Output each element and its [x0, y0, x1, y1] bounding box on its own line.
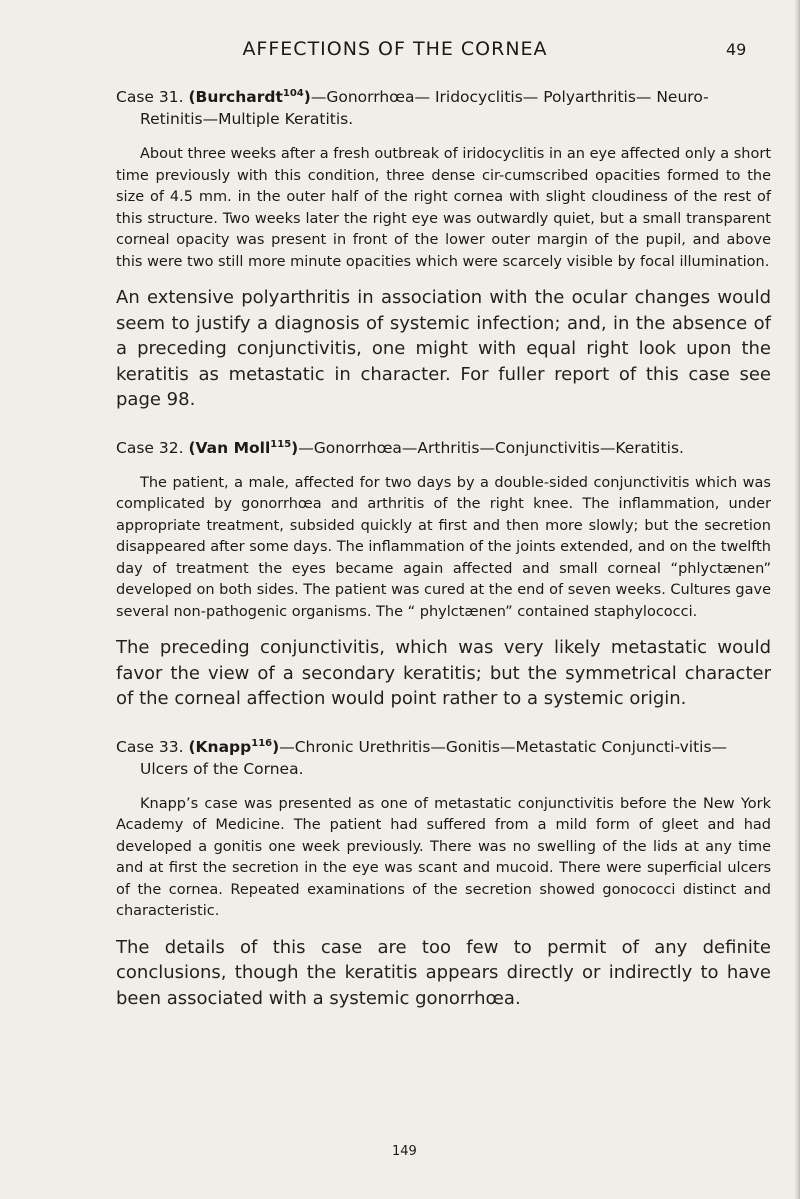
page-edge-shadow: [794, 0, 800, 1199]
case-abstract: The patient, a male, affected for two days by a double-sided conjunctivitis which was complicated by gonorrhœa and arthritis of the right knee. The inflammation, under appropriate treatment, subsided quickly at first and then more slowly; but the secretion disappeared after some days. The inflammation of the joints extended, and on the twelfth day of treatment the eyes became again affected and small corneal “phlyctænen” developed on both sides. The patient was cured at the end of seven weeks. Cultures gave several non-pathogenic organisms. The “ phylctænen” contained staphylococci.: [116, 474, 771, 620]
running-head: AFFECTIONS OF THE CORNEA: [242, 38, 548, 60]
case-label: Case 32.: [116, 438, 184, 457]
case-label: Case 33.: [116, 737, 184, 756]
case-33-section: [116, 736, 771, 1012]
case-commentary: The details of this case are too few to permit of any definite conclusions, though the keratitis appears directly or indirectly to have been associated with a systemic gonorrhœa.: [116, 936, 771, 1009]
footnote-reference: 115: [270, 438, 292, 450]
case-label: Case 31.: [116, 88, 184, 106]
case-title: —Chronic Urethritis—Gonitis—Metastatic Conjuncti-vitis—Ulcers of the Cornea.: [140, 737, 728, 778]
case-commentary: The preceding conjunctivitis, which was very likely metastatic would favor the view of a secondary keratitis; but the symmetrical character of the corneal affection would point rather to a systemic origin.: [116, 637, 771, 709]
case-abstract: About three weeks after a fresh outbreak of iridocyclitis in an eye affected only a short time previously with this condition, three dense cir-cumscribed opacities formed to the size of 4.5 mm. in the outer half of the right cornea with slight cloudiness of the rest of this structure. Two weeks later the right eye was outwardly quiet, but a small transparent corneal opacity was present in front of the lower outer margin of the pupil, and above this were two still more minute opacities which were scarcely visible by focal illumination.: [116, 146, 771, 270]
case-32-section: [116, 437, 771, 712]
case-heading: [116, 86, 771, 130]
footer-number: 149: [392, 1144, 417, 1159]
footnote-reference: 104: [282, 87, 304, 99]
case-abstract: Knapp’s case was presented as one of metastatic conjunctivitis before the New York Academy of Medicine. The patient had suffered from a mild form of gleet and had developed a gonitis one week previously. There was no swelling of the lids at any time and at first the secretion in the eye was scant and mucoid. There were superficial ulcers of the cornea. Repeated examinations of the secretion showed gonococci distinct and characteristic.: [116, 795, 771, 919]
case-author: (Van Moll$^{115}$): [188, 438, 299, 457]
case-title: —Gonorrhœa—Arthritis—Conjunctivitis—Keratitis.: [298, 438, 684, 457]
case-author: (Knapp$^{116}$): [188, 737, 280, 756]
footnote-reference: 116: [251, 737, 273, 749]
case-31-section: [116, 86, 771, 413]
page-content: [116, 86, 771, 1035]
page-number: 49: [726, 40, 747, 59]
case-heading: [116, 437, 771, 459]
case-title: —Gonorrhœa— Iridocyclitis— Polyarthritis— Neuro-Retinitis—Multiple Keratitis.: [140, 88, 709, 128]
case-heading: [116, 736, 771, 780]
case-commentary: An extensive polyarthritis in association with the ocular changes would seem to justify a diagnosis of systemic infection; and, in the absence of a preceding conjunctivitis, one might with equal right look upon the keratitis as metastatic in character. For fuller report of this case see page 98.: [116, 287, 771, 410]
case-author: (Burchardt$^{104}$): [188, 87, 311, 106]
